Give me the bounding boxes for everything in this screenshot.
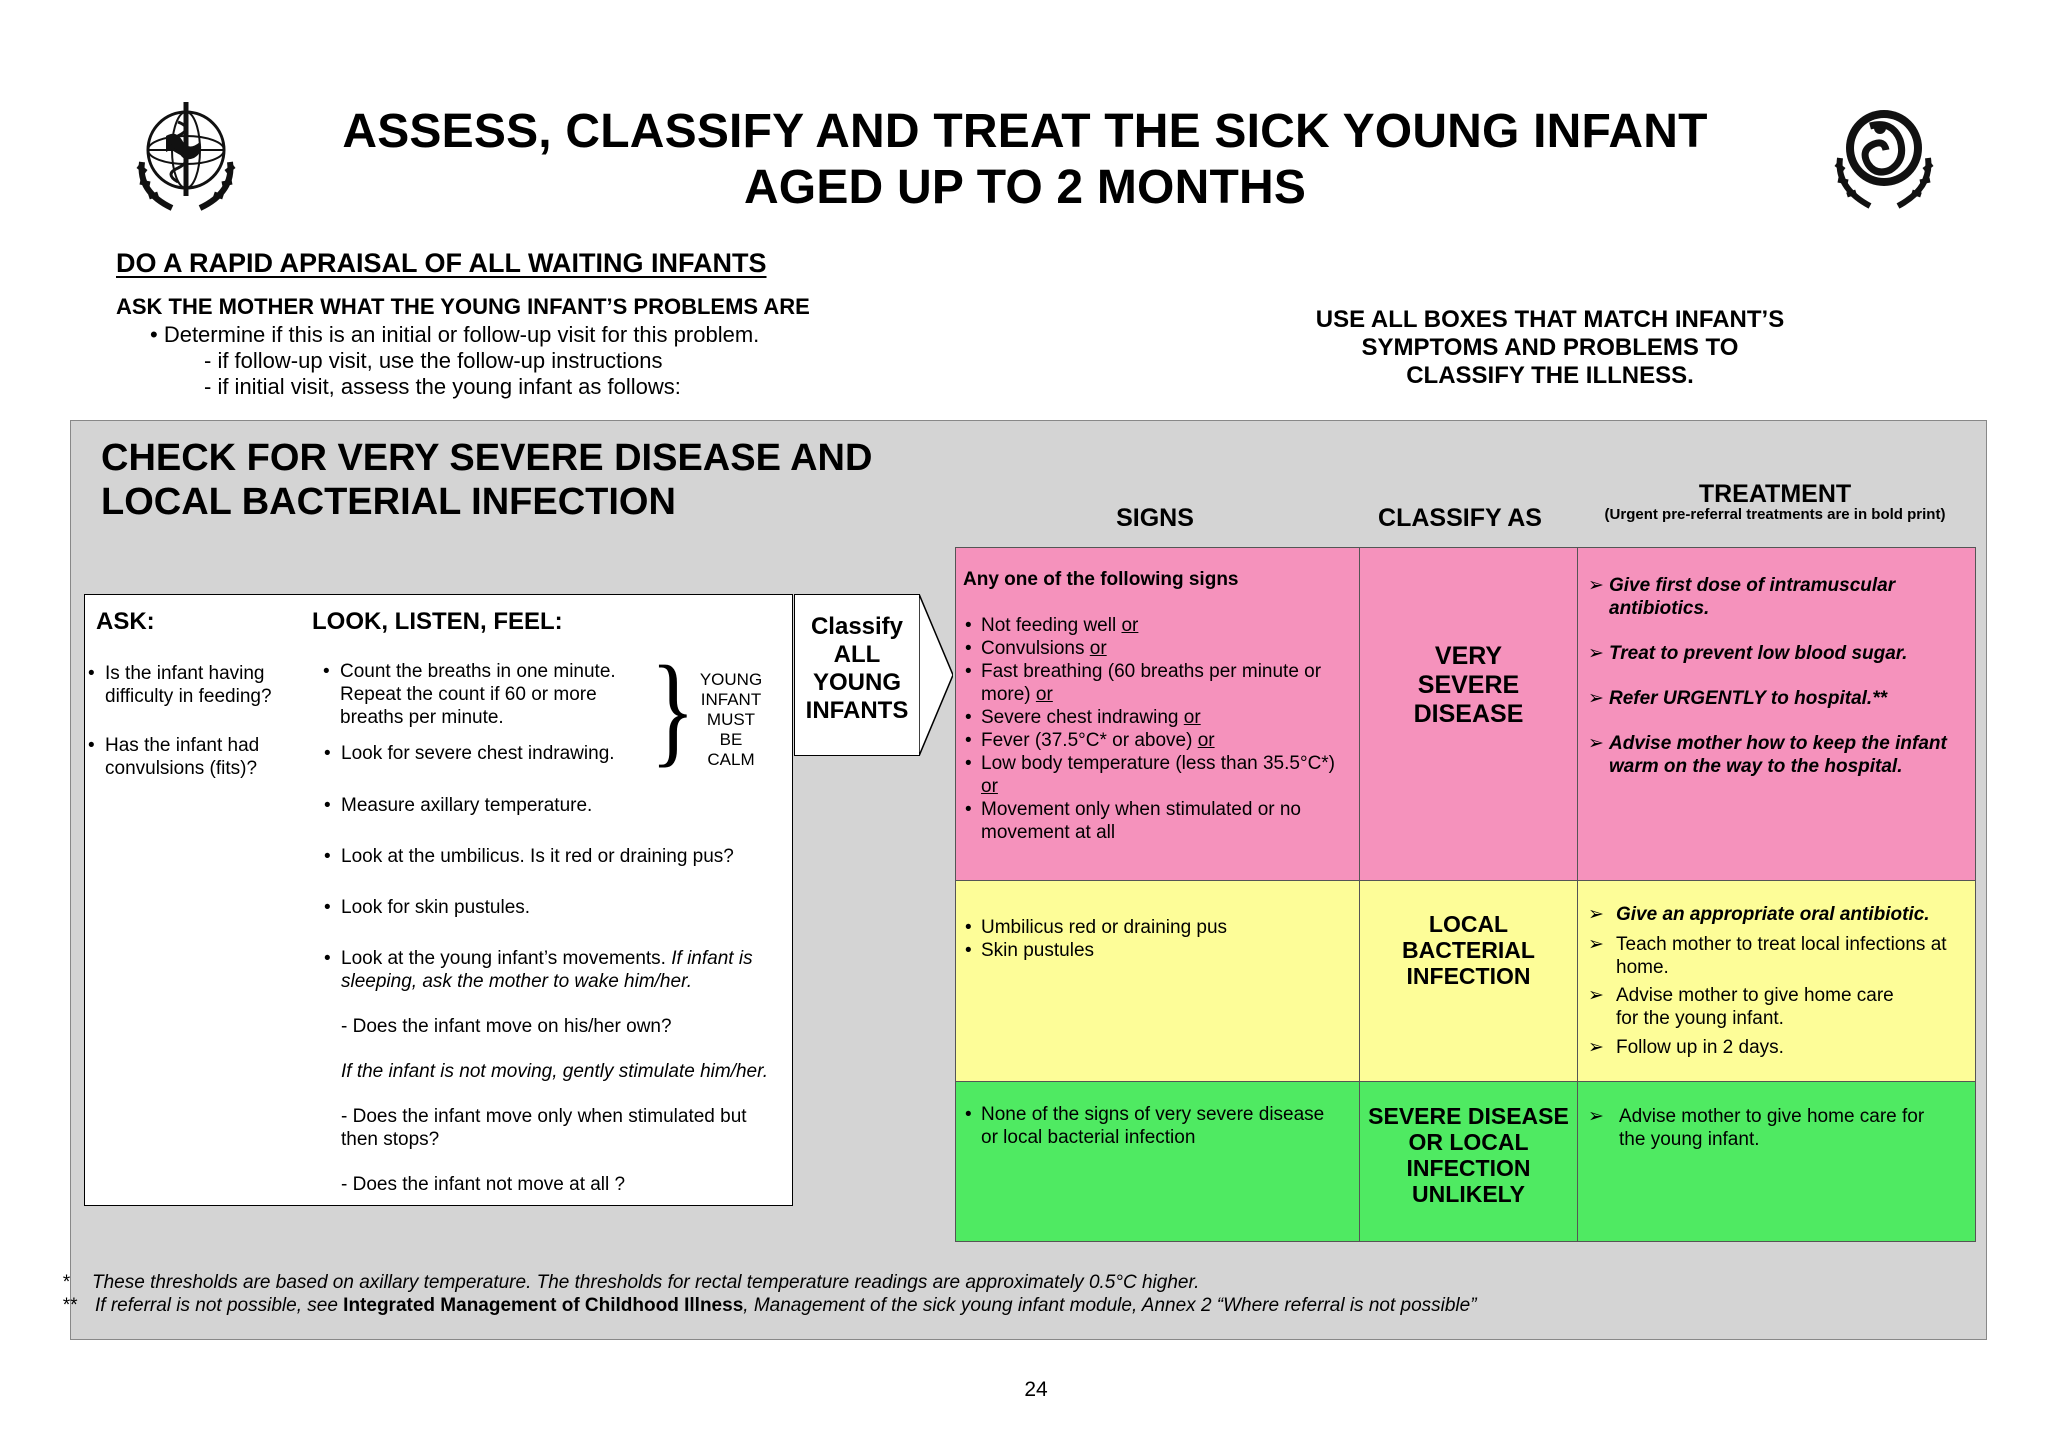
sign-movement-line-2: movement at all — [981, 822, 1116, 843]
movement-question-stimulated-line-1: - Does the infant move only when stimulated but — [341, 1106, 747, 1127]
look-item-movements-italic-1: If infant is — [671, 948, 753, 969]
classification-local-bacterial-infection — [1360, 911, 1577, 989]
sign-none-line-1: • None of the signs of very severe disease — [981, 1104, 1325, 1125]
look-item-umbilicus-text: Look at the umbilicus. Is it red or draining pus? — [341, 846, 734, 867]
pink-classification-cell — [1360, 548, 1578, 881]
ask-item-convulsions: • Has the infant had convulsions (fits)? — [88, 735, 260, 779]
treat-keep-warm-line-2: warm on the way to the hospital. — [1609, 756, 1903, 777]
sign-fast-breathing — [963, 660, 1351, 706]
classification-very-severe-disease — [1360, 642, 1577, 729]
row-local-bacterial-infection — [955, 880, 1976, 1083]
treat-im-antibiotics-line-2: antibiotics. — [1609, 598, 1710, 619]
treat-teach-local-line-1: Teach mother to treat local infections at — [1616, 934, 1947, 955]
check-title-line-1: CHECK FOR VERY SEVERE DISEASE AND — [101, 437, 873, 479]
treat-keep-warm — [1586, 732, 1969, 778]
treat-refer-urgently — [1586, 687, 1969, 710]
look-item-breaths: • Count the breaths in one minute. Repeat the count if 60 or more breaths per minute. — [323, 661, 616, 728]
treat-home-care-yellow-line-1: Advise mother to give home care — [1616, 985, 1894, 1006]
calm-word-3: MUST — [706, 710, 756, 729]
arrow-bullet-icon: ➢ — [1588, 575, 1604, 596]
sign-none-line-2: or local bacterial infection — [981, 1127, 1196, 1148]
sign-chest-indrawing-text: Severe chest indrawing — [981, 707, 1179, 728]
sign-low-temperature-text: • Low body temperature (less than 35.5°C*) — [981, 753, 1336, 774]
sign-chest-indrawing-or: or — [1183, 707, 1201, 728]
footnote-2-suffix: , Management of the sick young infant module, Annex 2 “Where referral is not possible” — [743, 1295, 1477, 1316]
classification-unlikely-line-2: OR LOCAL — [1408, 1129, 1529, 1155]
rapid-appraisal-heading: DO A RAPID APRAISAL OF ALL WAITING INFANTS — [116, 248, 767, 278]
ask-item-feeding: • Is the infant having difficulty in feeding? — [88, 663, 272, 707]
movement-question-own: - Does the infant move on his/her own? — [341, 1016, 672, 1037]
look-item-movements-text: Look at the young infant’s movements. — [341, 948, 666, 969]
treat-home-care-green-line-2: the young infant. — [1619, 1129, 1760, 1150]
treat-home-care-green-line-1: Advise mother to give home care for — [1619, 1106, 1925, 1127]
treat-follow-up — [1586, 1036, 1969, 1059]
classification-unlikely-line-3: INFECTION — [1406, 1155, 1531, 1181]
calm-note — [690, 670, 772, 770]
footnote-2 — [95, 1295, 1477, 1317]
treat-oral-antibiotic-text: Give an appropriate oral antibiotic. — [1616, 904, 1930, 925]
arrow-bullet-icon: ➢ — [1588, 904, 1604, 925]
sign-skin-pustules: • Skin pustules — [963, 939, 1351, 962]
classify-arrow-icon — [919, 594, 953, 756]
sign-chest-indrawing — [963, 706, 1351, 729]
classify-all-line-1: Classify — [810, 613, 904, 640]
treat-im-antibiotics — [1586, 574, 1969, 620]
calm-brace: } — [650, 641, 696, 778]
classify-as-column-header: CLASSIFY AS — [1378, 504, 1542, 532]
classification-very-severe-line-2: SEVERE — [1417, 671, 1520, 699]
treat-follow-up-text: Follow up in 2 days. — [1616, 1037, 1784, 1058]
sign-low-temperature-or: or — [981, 776, 998, 797]
sign-fast-breathing-line-1: • Fast breathing (60 breaths per minute or — [981, 661, 1322, 682]
page-title-line-1: ASSESS, CLASSIFY AND TREAT THE SICK YOUNG INFANT — [342, 105, 1708, 158]
movement-question-stimulated-line-2: then stops? — [341, 1129, 440, 1150]
sign-fever-or: or — [1197, 730, 1215, 751]
movement-question-not-at-all: - Does the infant not move at all ? — [341, 1174, 626, 1195]
pink-signs-list — [963, 614, 1351, 844]
who-emblem-icon — [122, 92, 250, 220]
look-item-pustules: • Look for skin pustules. — [324, 897, 531, 918]
sign-fast-breathing-or: or — [1035, 684, 1053, 705]
green-treatment-cell — [1578, 1082, 1975, 1241]
arrow-bullet-icon: ➢ — [1588, 688, 1604, 709]
treat-keep-warm-line-1: Advise mother how to keep the infant — [1609, 733, 1947, 754]
treat-im-antibiotics-line-1: Give first dose of intramuscular — [1609, 575, 1896, 596]
yellow-signs-list — [963, 916, 1351, 962]
arrow-bullet-icon: ➢ — [1588, 1037, 1604, 1058]
intro-determine: • Determine if this is an initial or follow-up visit for this problem. — [150, 322, 760, 347]
look-item-temperature: • Measure axillary temperature. — [324, 795, 593, 816]
treatment-note: (Urgent pre-referral treatments are in bold print) — [1604, 506, 1946, 523]
calm-word-1: YOUNG — [699, 670, 763, 689]
movement-question-stimulated — [341, 1105, 747, 1151]
classification-local-line-1: LOCAL — [1428, 911, 1509, 937]
ask-item-convulsions-line-1: Has the infant had — [105, 735, 260, 756]
treat-home-care-yellow — [1586, 984, 1969, 1030]
sign-convulsions-text: Convulsions — [981, 638, 1085, 659]
treat-home-care-yellow-line-2: for the young infant. — [1616, 1008, 1784, 1029]
classify-all-box — [794, 594, 920, 756]
classification-severe-disease-unlikely — [1360, 1103, 1577, 1207]
look-item-pustules-text: Look for skin pustules. — [341, 897, 531, 918]
page-title-line-2: AGED UP TO 2 MONTHS — [743, 161, 1307, 214]
look-heading: LOOK, LISTEN, FEEL: — [312, 608, 563, 635]
pink-signs-cell — [956, 548, 1360, 881]
footnote-1: These thresholds are based on axillary temperature. The thresholds for rectal temperature readings are approximately 0.5°C higher. — [92, 1272, 1200, 1293]
classification-very-severe-line-3: DISEASE — [1413, 700, 1524, 728]
signs-column-header: SIGNS — [1116, 504, 1194, 532]
page-number: 24 — [1024, 1378, 1048, 1401]
sign-movement-line-1: • Movement only when stimulated or no — [981, 799, 1301, 820]
treat-teach-local-line-2: home. — [1616, 957, 1669, 978]
classification-unlikely-line-4: UNLIKELY — [1412, 1181, 1525, 1207]
treat-oral-antibiotic — [1586, 903, 1969, 926]
treat-refer-urgently-text: Refer URGENTLY to hospital.** — [1609, 688, 1887, 709]
classify-all-line-3: YOUNG — [812, 669, 901, 696]
page-title — [240, 104, 1810, 216]
look-item-chest-indrawing-text: Look for severe chest indrawing. — [341, 743, 615, 764]
footnote-1-mark: * — [62, 1272, 70, 1293]
arrow-bullet-icon: ➢ — [1588, 733, 1604, 754]
check-title-line-2: LOCAL BACTERIAL INFECTION — [101, 481, 676, 523]
green-classification-cell — [1360, 1082, 1578, 1241]
movement-instruction-stimulate: If the infant is not moving, gently stimulate him/her. — [341, 1061, 768, 1082]
calm-word-2: INFANT — [700, 690, 762, 709]
arrow-bullet-icon: ➢ — [1588, 1106, 1604, 1127]
arrow-bullet-icon: ➢ — [1588, 985, 1604, 1006]
use-boxes-line-3: CLASSIFY THE ILLNESS. — [1406, 362, 1694, 389]
classification-unlikely-line-1: SEVERE DISEASE — [1368, 1103, 1569, 1129]
look-item-movements-italic-2: sleeping, ask the mother to wake him/her. — [341, 971, 692, 992]
classify-all-line-2: ALL — [833, 641, 881, 668]
pink-signs-lead: Any one of the following signs — [963, 569, 1239, 590]
treat-low-blood-sugar — [1586, 642, 1969, 665]
treat-low-blood-sugar-text: Treat to prevent low blood sugar. — [1609, 643, 1908, 664]
classification-local-line-2: BACTERIAL — [1402, 937, 1535, 963]
footnote-2-mark: ** — [62, 1295, 77, 1316]
sign-fever-text: Fever (37.5°C* or above) — [981, 730, 1193, 751]
sign-convulsions — [963, 637, 1351, 660]
look-item-breaths-line-2: Repeat the count if 60 or more — [340, 684, 597, 705]
row-very-severe-disease — [955, 547, 1976, 882]
sign-umbilicus-red: • Umbilicus red or draining pus — [963, 916, 1351, 939]
sign-fast-breathing-line-2: more) — [981, 684, 1031, 705]
yellow-signs-cell — [956, 881, 1360, 1082]
look-item-breaths-line-1: Count the breaths in one minute. — [340, 661, 616, 682]
ask-heading: ASK: — [96, 608, 155, 635]
arrow-bullet-icon: ➢ — [1588, 934, 1604, 955]
use-boxes-line-2: SYMPTOMS AND PROBLEMS TO — [1361, 334, 1739, 361]
intro-initial: - if initial visit, assess the young infant as follows: — [204, 374, 681, 399]
treat-home-care-green — [1586, 1105, 1969, 1151]
calm-word-4: BE — [719, 730, 743, 749]
sign-low-temperature — [963, 752, 1351, 798]
sign-not-feeding — [963, 614, 1351, 637]
pink-treatment-cell — [1578, 548, 1975, 881]
sign-not-feeding-or: or — [1121, 615, 1139, 636]
yellow-classification-cell — [1360, 881, 1578, 1082]
ask-item-feeding-line-2: difficulty in feeding? — [105, 686, 272, 707]
classification-very-severe-line-1: VERY — [1434, 642, 1503, 670]
look-item-temperature-text: Measure axillary temperature. — [341, 795, 593, 816]
footnote-2-bold: Integrated Management of Childhood Illness — [343, 1295, 744, 1316]
row-severe-disease-unlikely — [955, 1081, 1976, 1242]
treatment-column-header: TREATMENT — [1698, 480, 1852, 508]
green-signs-list — [963, 1103, 1351, 1149]
sign-none — [963, 1103, 1351, 1149]
check-title — [101, 436, 872, 524]
footnote-2-prefix: If referral is not possible, see — [95, 1295, 338, 1316]
classification-local-line-3: INFECTION — [1406, 963, 1531, 989]
ask-item-feeding-line-1: Is the infant having — [105, 663, 265, 684]
ask-mother-heading: ASK THE MOTHER WHAT THE YOUNG INFANT’S PROBLEMS ARE — [116, 294, 810, 319]
ask-item-convulsions-line-2: convulsions (fits)? — [105, 758, 258, 779]
use-boxes-instruction — [1280, 306, 1820, 390]
look-item-breaths-line-3: breaths per minute. — [340, 707, 504, 728]
look-item-movements: • Look at the young infant’s movements. If infant is sleeping, ask the mother to wake him/her. — [324, 948, 753, 992]
treat-teach-local-infections — [1586, 933, 1969, 979]
calm-word-5: CALM — [707, 750, 755, 769]
sign-not-feeding-text: Not feeding well — [981, 615, 1117, 636]
sign-fever — [963, 729, 1351, 752]
look-item-umbilicus: • Look at the umbilicus. Is it red or draining pus? — [324, 846, 734, 867]
sign-movement — [963, 798, 1351, 844]
look-item-chest-indrawing: • Look for severe chest indrawing. — [324, 743, 615, 764]
sign-convulsions-or: or — [1089, 638, 1107, 659]
unicef-emblem-icon — [1820, 92, 1948, 220]
green-signs-cell — [956, 1082, 1360, 1241]
yellow-treatment-cell — [1578, 881, 1975, 1082]
arrow-bullet-icon: ➢ — [1588, 643, 1604, 664]
intro-follow-up: - if follow-up visit, use the follow-up instructions — [204, 348, 663, 373]
classify-all-line-4: INFANTS — [805, 697, 909, 724]
use-boxes-line-1: USE ALL BOXES THAT MATCH INFANT’S — [1315, 306, 1785, 333]
